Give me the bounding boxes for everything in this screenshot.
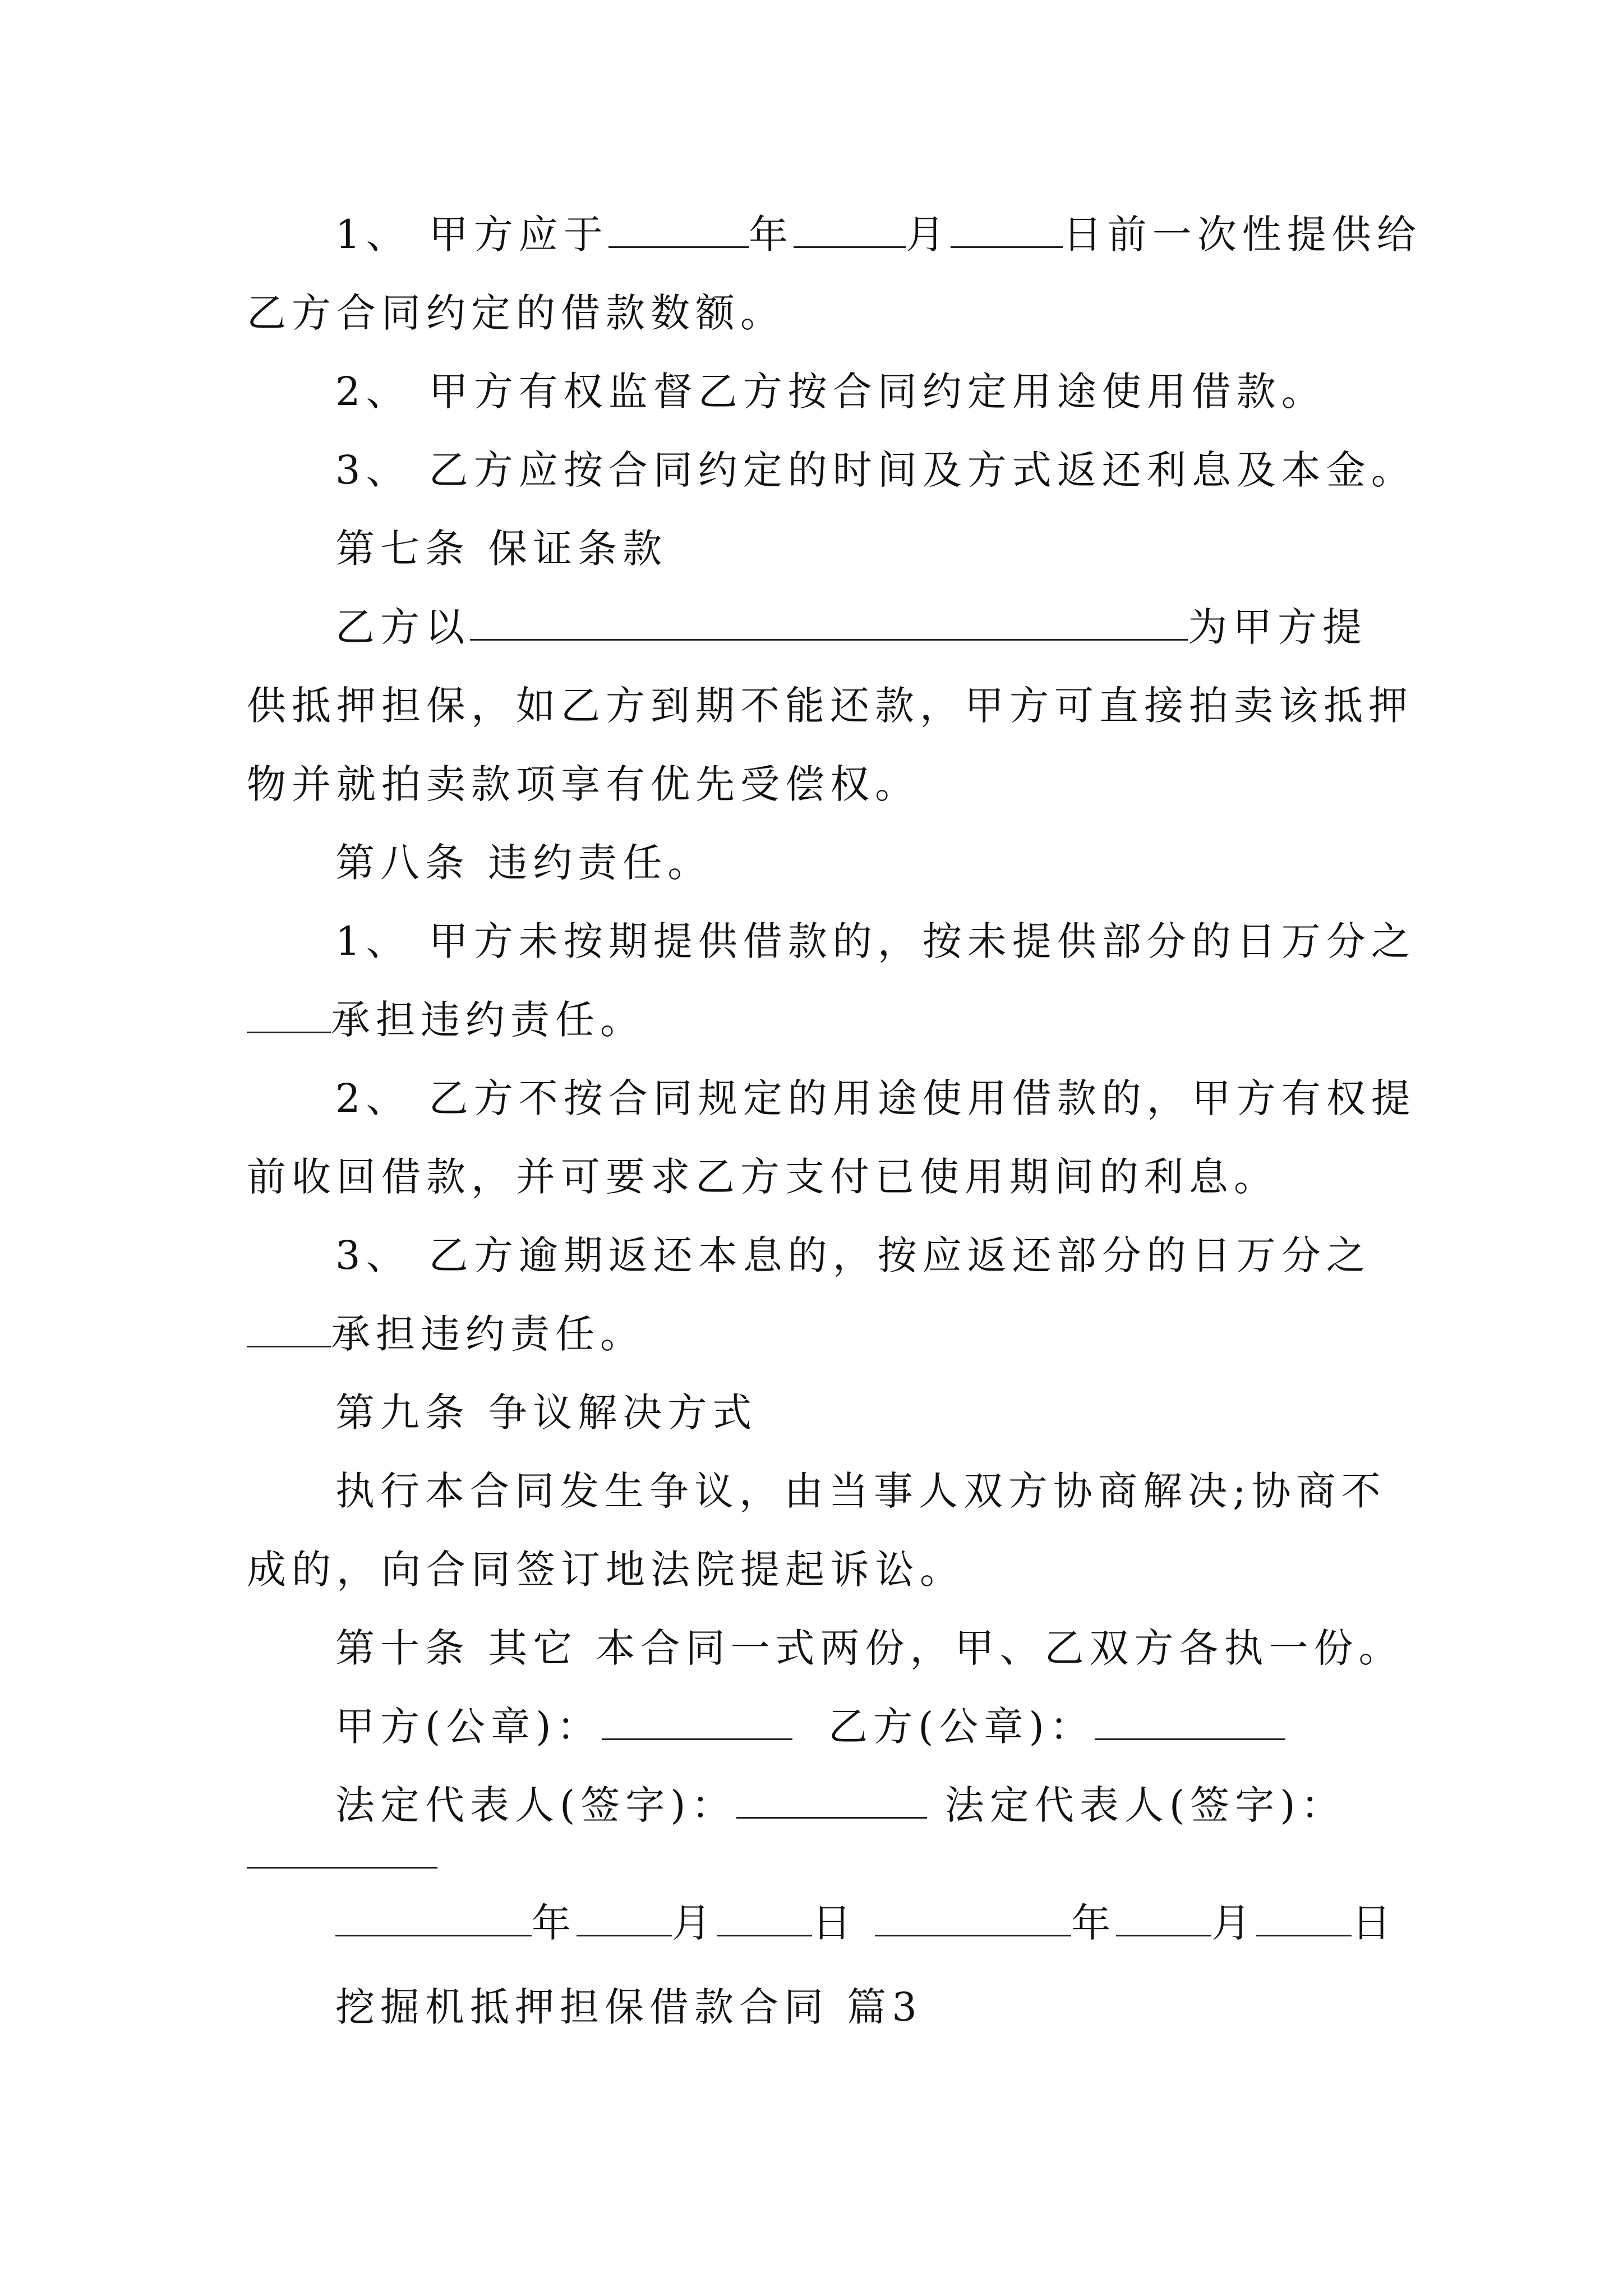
next-contract-title: 挖掘机抵押担保借款合同 篇3 [335, 1984, 923, 2030]
article-8-clause-3-text: 承担违约责任。 [331, 1311, 645, 1357]
party-a-rep-blank [736, 1783, 927, 1819]
date-line [335, 1895, 1396, 1951]
party-b-year-label: 年 [1071, 1900, 1117, 1946]
article-8-clause-2-cont: 前收回借款，并可要求乙方支付已使用期间的利息。 [247, 1154, 1279, 1200]
article-8-clause-1-cont [247, 992, 645, 1048]
article-7-text-a: 乙方以 [335, 604, 470, 650]
article-9-line-2: 成的，向合同签订地法院提起诉讼。 [247, 1547, 965, 1593]
year-label: 年 [748, 211, 794, 257]
clause-1-continuation: 乙方合同约定的借款数额。 [247, 290, 785, 336]
clause-1-line [335, 206, 1422, 263]
party-b-seal-blank [1095, 1705, 1285, 1740]
year-blank [608, 213, 749, 248]
party-a-rep-label: 法定代表人(签字)： [335, 1782, 736, 1828]
article-8-clause-2: 2、 乙方不按合同规定的用途使用借款的，甲方有权提 [335, 1075, 1416, 1121]
party-b-month-label: 月 [1211, 1900, 1257, 1946]
article-8-clause-1: 1、 甲方未按期提供借款的，按未提供部分的日万分之 [335, 918, 1416, 964]
rate-blank-2 [247, 1312, 331, 1347]
article-8-clause-3: 3、 乙方逾期返还本息的，按应返还部分的日万分之 [335, 1232, 1371, 1278]
representative-line [335, 1777, 1346, 1833]
article-8-clause-3-cont [247, 1306, 645, 1362]
article-7-title: 第七条 保证条款 [335, 526, 668, 572]
party-a-seal-label: 甲方(公章)： [335, 1704, 602, 1750]
month-blank [794, 213, 906, 248]
party-a-seal-blank [602, 1705, 792, 1740]
rate-blank-1 [247, 998, 331, 1033]
article-9-title: 第九条 争议解决方式 [335, 1389, 758, 1435]
party-a-day-label: 日 [812, 1900, 857, 1946]
party-b-rep-blank [247, 1867, 437, 1869]
clause-2-line: 2、 甲方有权监督乙方按合同约定用途使用借款。 [335, 369, 1326, 415]
article-10-line: 第十条 其它 本合同一式两份，甲、乙双方各执一份。 [335, 1625, 1404, 1671]
party-b-rep-label: 法定代表人(签字)： [944, 1782, 1346, 1828]
party-b-seal-label: 乙方(公章)： [828, 1704, 1095, 1750]
month-label: 月 [905, 211, 951, 257]
article-7-line-3: 物并就拍卖款项享有优先受偿权。 [247, 761, 920, 807]
clause-1-number: 1、 [335, 211, 411, 257]
article-7-text-b: 为甲方提 [1188, 604, 1367, 650]
article-8-title: 第八条 违约责任。 [335, 840, 713, 886]
party-a-year-blank [335, 1901, 532, 1936]
party-a-year-label: 年 [532, 1900, 577, 1946]
party-b-day-blank [1256, 1901, 1352, 1936]
party-a-month-blank [577, 1901, 672, 1936]
day-label: 日前一次性提供给 [1062, 211, 1422, 257]
article-9-line-1: 执行本合同发生争议，由当事人双方协商解决;协商不 [335, 1468, 1386, 1514]
article-7-line-1 [335, 599, 1367, 655]
party-a-day-blank [717, 1901, 812, 1936]
article-8-clause-1-text: 承担违约责任。 [331, 997, 645, 1043]
party-b-month-blank [1116, 1901, 1211, 1936]
clause-1-text: 甲方应于 [428, 211, 608, 257]
collateral-blank [470, 605, 1188, 641]
day-blank [951, 213, 1063, 248]
party-b-year-blank [875, 1901, 1071, 1936]
clause-3-line: 3、 乙方应按合同约定的时间及方式返还利息及本金。 [335, 447, 1416, 493]
party-a-month-label: 月 [672, 1900, 717, 1946]
party-b-day-label: 日 [1352, 1900, 1397, 1946]
seal-line [335, 1699, 1285, 1755]
article-7-line-2: 供抵押担保，如乙方到期不能还款，甲方可直接拍卖该抵押 [247, 683, 1413, 729]
